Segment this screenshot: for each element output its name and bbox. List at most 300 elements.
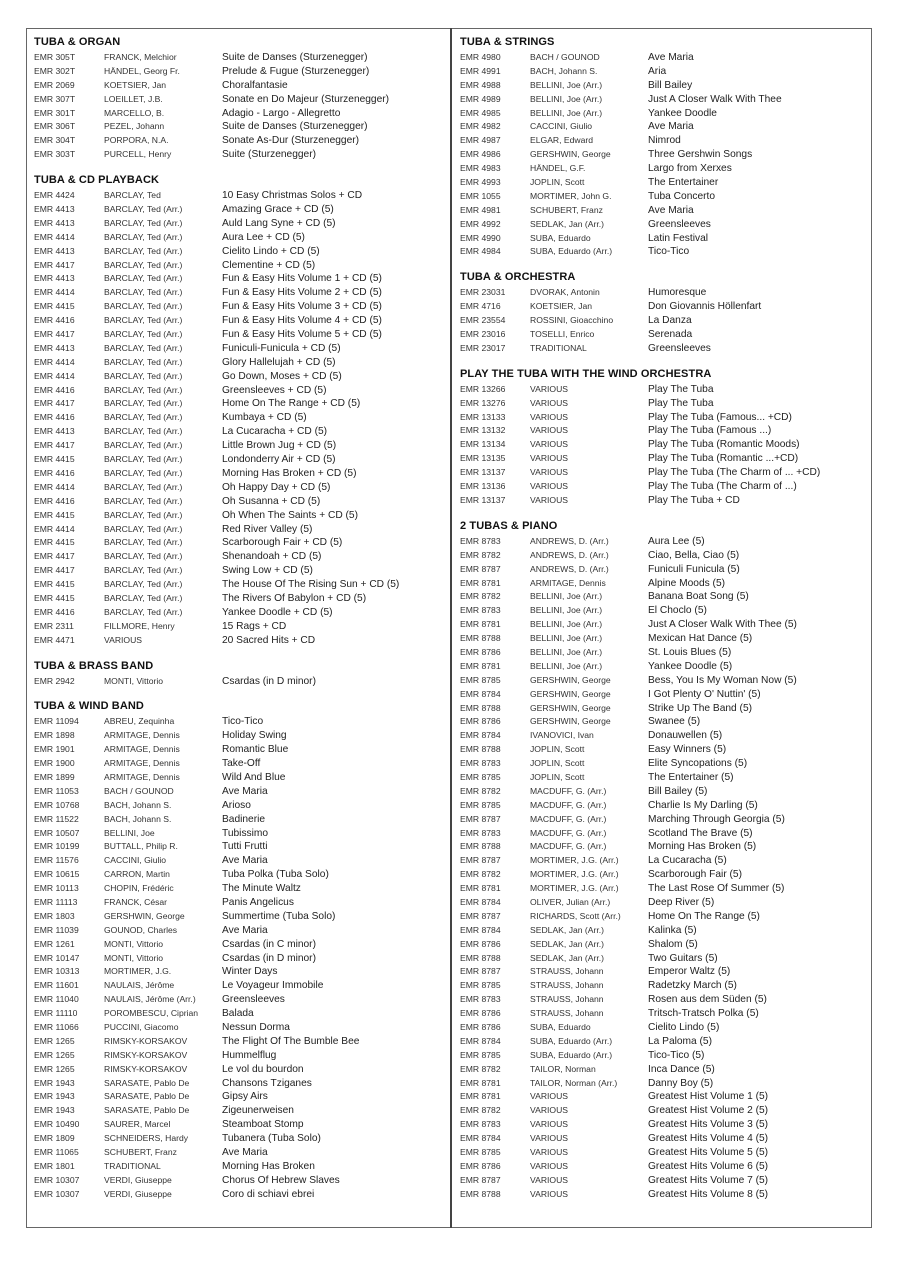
work-title: Tuba Concerto	[648, 190, 716, 202]
catalog-entry	[34, 300, 444, 314]
catalog-entry	[460, 688, 870, 702]
composer-name: BELLINI, Joe (Arr.)	[530, 633, 603, 644]
catalog-number: EMR 8783	[460, 1119, 501, 1130]
work-title: Easy Winners (5)	[648, 744, 727, 756]
catalog-entry	[34, 203, 444, 217]
work-title: Greatest Hist Volume 2 (5)	[648, 1105, 769, 1117]
work-title: Morning Has Broken (5)	[648, 841, 757, 853]
work-title: Just A Closer Walk With Thee (5)	[648, 619, 797, 631]
catalog-number: EMR 23017	[460, 342, 506, 353]
work-title: The Last Rose Of Summer (5)	[648, 883, 785, 895]
catalog-entry	[460, 120, 870, 134]
catalog-number: EMR 4413	[34, 245, 75, 256]
catalog-number: EMR 1899	[34, 771, 75, 782]
work-title: Cielito Lindo (5)	[648, 1022, 720, 1033]
catalog-entry	[34, 536, 444, 550]
work-title: Scarborough Fair + CD (5)	[222, 537, 343, 549]
work-title: Ave Maria	[222, 855, 268, 867]
composer-name: KOETSIER, Jan	[530, 301, 593, 312]
work-title: Holiday Swing	[222, 730, 287, 742]
section-title: PLAY THE TUBA WITH THE WIND ORCHESTRA	[460, 367, 712, 380]
composer-name: ARMITAGE, Dennis	[104, 771, 180, 782]
catalog-entry	[34, 134, 444, 148]
catalog-number: EMR 10199	[34, 841, 80, 852]
work-title: Tico-Tico (5)	[648, 1049, 705, 1061]
catalog-entry	[34, 51, 444, 65]
catalog-entry	[34, 107, 444, 121]
catalog-number: EMR 4413	[34, 426, 75, 437]
catalog-number: EMR 8787	[460, 1174, 501, 1185]
catalog-number: EMR 302T	[34, 65, 76, 76]
catalog-number: EMR 4413	[34, 204, 75, 215]
catalog-number: EMR 11039	[34, 924, 79, 935]
work-title: El Choclo (5)	[648, 605, 707, 617]
work-title: Ciao, Bella, Ciao (5)	[648, 549, 740, 561]
catalog-entry	[34, 1104, 444, 1118]
composer-name: VARIOUS	[530, 411, 569, 422]
work-title: Inca Dance (5)	[648, 1063, 715, 1075]
composer-name: FRANCK, Melchior	[104, 52, 177, 62]
composer-name: MARCELLO, B.	[104, 107, 165, 118]
composer-name: DVORAK, Antonin	[530, 287, 600, 298]
composer-name: ROSSINI, Gioacchino	[530, 315, 614, 326]
work-title: Swanee (5)	[648, 716, 701, 728]
work-title: Prelude & Fugue (Sturzenegger)	[222, 65, 370, 77]
catalog-entry	[460, 494, 870, 508]
catalog-entry	[460, 715, 870, 729]
composer-name: JOPLIN, Scott	[530, 177, 585, 188]
catalog-number: EMR 8785	[460, 771, 501, 782]
work-title: Le Voyageur Immobile	[222, 980, 324, 992]
work-title: Greatest Hits Volume 8 (5)	[648, 1188, 769, 1200]
catalog-number: EMR 4417	[34, 565, 75, 576]
work-title: Play The Tuba	[648, 397, 714, 409]
composer-name: MONTI, Vittorio	[104, 952, 164, 963]
composer-name: SEDLAK, Jan (Arr.)	[530, 924, 605, 935]
catalog-entry	[460, 314, 870, 328]
composer-name: VARIOUS	[530, 1147, 569, 1158]
composer-name: VARIOUS	[530, 1174, 569, 1185]
catalog-number: EMR 13132	[460, 425, 506, 436]
work-title: Rosen aus dem Süden (5)	[648, 994, 767, 1006]
work-title: Bess, You Is My Woman Now (5)	[648, 674, 797, 686]
catalog-entry	[460, 702, 870, 716]
composer-name: BARCLAY, Ted (Arr.)	[104, 467, 183, 478]
catalog-entry	[34, 425, 444, 439]
catalog-number: EMR 4416	[34, 467, 75, 478]
work-title: Just A Closer Walk With Thee	[648, 93, 782, 105]
catalog-number: EMR 11065	[34, 1147, 79, 1158]
catalog-number: EMR 4414	[34, 231, 75, 242]
work-title: Deep River (5)	[648, 896, 715, 908]
work-title: Panis Angelicus	[222, 896, 294, 908]
work-title: Sonate As-Dur (Sturzenegger)	[222, 135, 360, 147]
section-title: TUBA & ORGAN	[34, 36, 121, 48]
work-title: Little Brown Jug + CD (5)	[222, 440, 337, 452]
work-title: 20 Sacred Hits + CD	[222, 634, 316, 646]
work-title: The Entertainer (5)	[648, 771, 734, 783]
work-title: Radetzky March (5)	[648, 980, 737, 992]
catalog-number: EMR 13136	[460, 481, 506, 492]
work-title: Play The Tuba (Famous... +CD)	[648, 411, 792, 423]
catalog-entry	[34, 771, 444, 785]
catalog-number: EMR 8782	[460, 869, 501, 880]
catalog-entry	[460, 965, 870, 979]
catalog-entry	[34, 1090, 444, 1104]
work-title: Coro di schiavi ebrei	[222, 1188, 315, 1200]
composer-name: VARIOUS	[530, 1133, 569, 1144]
catalog-number: EMR 4980	[460, 52, 501, 62]
work-title: Ave Maria	[222, 1147, 268, 1159]
work-title: Ave Maria	[222, 785, 268, 797]
composer-name: VARIOUS	[530, 425, 569, 436]
work-title: Cielito Lindo + CD (5)	[222, 245, 320, 257]
work-title: Badinerie	[222, 813, 266, 825]
work-title: Zigeunerweisen	[222, 1105, 294, 1117]
composer-name: VARIOUS	[530, 1188, 569, 1199]
catalog-entry	[460, 535, 870, 549]
catalog-number: EMR 1900	[34, 758, 75, 769]
catalog-entry	[460, 827, 870, 841]
work-title: Go Down, Moses + CD (5)	[222, 370, 342, 382]
catalog-number: EMR 13137	[460, 494, 506, 505]
catalog-entry	[460, 674, 870, 688]
catalog-number: EMR 4413	[34, 273, 75, 284]
composer-name: NAULAIS, Jérôme (Arr.)	[104, 994, 196, 1005]
composer-name: HÄNDEL, Georg Fr.	[104, 65, 180, 76]
catalog-section	[460, 518, 870, 1202]
catalog-entry	[460, 1063, 870, 1077]
catalog-entry	[460, 938, 870, 952]
composer-name: BARCLAY, Ted (Arr.)	[104, 356, 183, 367]
catalog-entry	[460, 577, 870, 591]
composer-name: VARIOUS	[530, 1119, 569, 1130]
catalog-number: EMR 23016	[460, 329, 506, 340]
composer-name: SEDLAK, Jan (Arr.)	[530, 938, 605, 949]
composer-name: BARCLAY, Ted (Arr.)	[104, 315, 183, 326]
composer-name: PUCCINI, Giacomo	[104, 1022, 179, 1032]
catalog-number: EMR 8785	[460, 674, 501, 685]
work-title: St. Louis Blues (5)	[648, 646, 732, 658]
composer-name: BACH / GOUNOD	[530, 52, 600, 62]
composer-name: BACH / GOUNOD	[104, 785, 174, 796]
catalog-entry	[460, 190, 870, 204]
composer-name: VERDI, Giuseppe	[104, 1174, 172, 1185]
composer-name: MACDUFF, G. (Arr.)	[530, 827, 607, 838]
catalog-number: EMR 4989	[460, 93, 501, 104]
catalog-entry	[34, 715, 444, 729]
catalog-entry	[460, 799, 870, 813]
composer-name: MORTIMER, John G.	[530, 190, 612, 201]
catalog-entry	[460, 840, 870, 854]
composer-name: BARCLAY, Ted (Arr.)	[104, 370, 183, 381]
composer-name: ANDREWS, D. (Arr.)	[530, 563, 609, 574]
catalog-entry	[34, 314, 444, 328]
catalog-entry	[460, 424, 870, 438]
catalog-number: EMR 4417	[34, 259, 75, 270]
composer-name: TRADITIONAL	[530, 342, 587, 353]
composer-name: VARIOUS	[530, 494, 569, 505]
work-title: Swing Low + CD (5)	[222, 565, 313, 577]
composer-name: BARCLAY, Ted (Arr.)	[104, 384, 183, 395]
work-title: Two Guitars (5)	[648, 952, 718, 964]
composer-name: SCHUBERT, Franz	[530, 204, 603, 215]
catalog-number: EMR 4413	[34, 217, 75, 228]
catalog-number: EMR 304T	[34, 135, 76, 146]
composer-name: BARCLAY, Ted (Arr.)	[104, 259, 183, 270]
work-title: Morning Has Broken + CD (5)	[222, 467, 357, 479]
catalog-number: EMR 11601	[34, 980, 79, 991]
catalog-number: EMR 8782	[460, 1105, 501, 1116]
catalog-number: EMR 8783	[460, 827, 501, 838]
catalog-number: EMR 8785	[460, 1147, 501, 1158]
composer-name: GERSHWIN, George	[530, 674, 611, 685]
composer-name: VARIOUS	[530, 1160, 569, 1171]
catalog-number: EMR 4417	[34, 440, 75, 451]
catalog-entry	[460, 438, 870, 452]
composer-name: OLIVER, Julian (Arr.)	[530, 896, 611, 907]
catalog-number: EMR 8784	[460, 730, 501, 741]
catalog-entry	[34, 979, 444, 993]
catalog-number: EMR 8787	[460, 966, 501, 977]
section-title: TUBA & ORCHESTRA	[460, 271, 576, 284]
composer-name: VARIOUS	[530, 453, 569, 464]
catalog-number: EMR 1801	[34, 1160, 75, 1171]
catalog-entry	[34, 439, 444, 453]
catalog-number: EMR 4415	[34, 454, 75, 465]
work-title: Alpine Moods (5)	[648, 577, 726, 589]
composer-name: GERSHWIN, George	[530, 149, 611, 160]
composer-name: BARCLAY, Ted (Arr.)	[104, 231, 183, 242]
catalog-entry	[34, 1188, 444, 1202]
work-title: Bill Bailey (5)	[648, 785, 708, 797]
catalog-number: EMR 10615	[34, 869, 80, 880]
catalog-number: EMR 8781	[460, 660, 501, 671]
work-title: Play The Tuba (The Charm of ... +CD)	[648, 467, 821, 479]
composer-name: BARCLAY, Ted (Arr.)	[104, 579, 183, 590]
work-title: Fun & Easy Hits Volume 3 + CD (5)	[222, 301, 382, 313]
catalog-entry	[460, 563, 870, 577]
catalog-number: EMR 4414	[34, 356, 75, 367]
work-title: Home On The Range (5)	[648, 910, 760, 922]
work-title: Tico-Tico	[222, 716, 264, 728]
composer-name: SEDLAK, Jan (Arr.)	[530, 218, 605, 229]
work-title: Wild And Blue	[222, 771, 286, 783]
catalog-number: EMR 2311	[34, 620, 74, 631]
composer-name: VARIOUS	[530, 397, 569, 408]
catalog-entry	[460, 729, 870, 743]
composer-name: CACCINI, Giulio	[104, 855, 167, 866]
catalog-number: EMR 4415	[34, 537, 75, 548]
catalog-entry	[460, 618, 870, 632]
catalog-number: EMR 4416	[34, 495, 75, 506]
catalog-entry	[34, 840, 444, 854]
catalog-number: EMR 11522	[34, 813, 79, 824]
catalog-entry	[34, 882, 444, 896]
work-title: Tuba Polka (Tuba Solo)	[222, 869, 329, 881]
work-title: Tutti Frutti	[222, 841, 268, 853]
catalog-entry	[460, 854, 870, 868]
work-title: Csardas (in C minor)	[222, 938, 316, 950]
catalog-number: EMR 8782	[460, 549, 501, 560]
composer-name: SAURER, Marcel	[104, 1119, 171, 1130]
catalog-number: EMR 1943	[34, 1077, 75, 1088]
catalog-section	[460, 34, 870, 259]
catalog-entry	[460, 342, 870, 356]
catalog-number: EMR 8781	[460, 577, 501, 588]
composer-name: CACCINI, Giulio	[530, 121, 593, 132]
composer-name: FILLMORE, Henry	[104, 620, 175, 631]
work-title: Sonate en Do Majeur (Sturzenegger)	[222, 93, 390, 105]
composer-name: STRAUSS, Johann	[530, 994, 604, 1005]
work-title: Danny Boy (5)	[648, 1077, 714, 1089]
composer-name: BARCLAY, Ted (Arr.)	[104, 398, 183, 409]
work-title: Nimrod	[648, 135, 681, 147]
composer-name: IVANOVICI, Ivan	[530, 730, 594, 741]
work-title: Csardas (in D minor)	[222, 675, 316, 687]
composer-name: BARCLAY, Ted (Arr.)	[104, 412, 183, 423]
catalog-number: EMR 11040	[34, 994, 79, 1005]
catalog-entry	[34, 231, 444, 245]
composer-name: MORTIMER, J.G.	[104, 966, 172, 977]
composer-name: ABREU, Zequinha	[104, 716, 175, 727]
work-title: Play The Tuba (The Charm of ...)	[648, 481, 797, 493]
catalog-entry	[34, 1077, 444, 1091]
catalog-entry	[34, 896, 444, 910]
section-title: TUBA & BRASS BAND	[34, 659, 154, 672]
catalog-entry	[460, 660, 870, 674]
catalog-entry	[34, 272, 444, 286]
work-title: Greatest Hits Volume 6 (5)	[648, 1160, 769, 1172]
work-title: Charlie Is My Darling (5)	[648, 799, 758, 811]
catalog-number: EMR 4990	[460, 232, 501, 243]
catalog-number: EMR 8784	[460, 896, 501, 907]
work-title: Scotland The Brave (5)	[648, 827, 753, 839]
work-title: Aura Lee (5)	[648, 535, 705, 547]
catalog-number: EMR 23554	[460, 315, 506, 326]
catalog-number: EMR 1943	[34, 1105, 75, 1116]
catalog-entry	[460, 882, 870, 896]
work-title: Shalom (5)	[648, 938, 698, 950]
catalog-section	[460, 269, 870, 355]
catalog-entry	[34, 328, 444, 342]
composer-name: BARCLAY, Ted (Arr.)	[104, 287, 183, 298]
work-title: Tubissimo	[222, 827, 269, 839]
catalog-number: EMR 303T	[34, 149, 76, 160]
work-title: Tico-Tico	[648, 246, 690, 258]
composer-name: FRANCK, César	[104, 896, 168, 907]
composer-name: BELLINI, Joe (Arr.)	[530, 619, 603, 630]
work-title: La Cucaracha + CD (5)	[222, 426, 328, 438]
composer-name: SARASATE, Pablo De	[104, 1105, 190, 1116]
catalog-entry	[34, 120, 444, 134]
catalog-number: EMR 8781	[460, 883, 501, 894]
composer-name: BARCLAY, Ted (Arr.)	[104, 342, 183, 353]
work-title: Greensleeves	[222, 994, 285, 1006]
work-title: Ave Maria	[648, 121, 694, 133]
catalog-entry	[34, 1021, 444, 1035]
catalog-number: EMR 8788	[460, 841, 501, 852]
catalog-entry	[460, 328, 870, 342]
composer-name: KOETSIER, Jan	[104, 79, 167, 90]
composer-name: SEDLAK, Jan (Arr.)	[530, 952, 605, 963]
composer-name: ANDREWS, D. (Arr.)	[530, 535, 609, 546]
composer-name: BARCLAY, Ted (Arr.)	[104, 551, 183, 562]
catalog-entry	[460, 107, 870, 121]
catalog-number: EMR 1901	[34, 744, 75, 755]
catalog-entry	[460, 771, 870, 785]
catalog-entry	[34, 868, 444, 882]
catalog-entry	[34, 993, 444, 1007]
catalog-section	[34, 172, 444, 647]
work-title: Play The Tuba (Famous ...)	[648, 425, 772, 437]
composer-name: POROMBESCU, Ciprian	[104, 1008, 199, 1019]
composer-name: GOUNOD, Charles	[104, 924, 178, 935]
work-title: Largo from Xerxes	[648, 163, 732, 175]
catalog-entry	[34, 481, 444, 495]
composer-name: BELLINI, Joe (Arr.)	[530, 79, 603, 90]
work-title: Play The Tuba (Romantic Moods)	[648, 439, 800, 451]
work-title: I Got Plenty O' Nuttin' (5)	[648, 688, 761, 700]
composer-name: GERSHWIN, George	[530, 688, 611, 699]
catalog-entry	[34, 827, 444, 841]
composer-name: SUBA, Eduardo (Arr.)	[530, 1035, 613, 1046]
catalog-number: EMR 23031	[460, 287, 506, 298]
catalog-entry	[460, 785, 870, 799]
composer-name: BACH, Johann S.	[104, 813, 172, 824]
composer-name: CHOPIN, Frédéric	[104, 883, 174, 894]
catalog-number: EMR 2069	[34, 79, 75, 90]
work-title: Adagio - Largo - Allegretto	[222, 107, 341, 119]
catalog-section	[460, 366, 870, 508]
work-title: Londonderry Air + CD (5)	[222, 454, 336, 466]
composer-name: MONTI, Vittorio	[104, 938, 164, 949]
catalog-number: EMR 8786	[460, 1008, 501, 1019]
catalog-number: EMR 4986	[460, 149, 501, 160]
catalog-number: EMR 8784	[460, 688, 501, 699]
composer-name: BELLINI, Joe (Arr.)	[530, 646, 603, 657]
catalog-entry	[34, 1063, 444, 1077]
work-title: Suite de Danses (Sturzenegger)	[222, 121, 368, 133]
work-title: Oh When The Saints + CD (5)	[222, 509, 358, 521]
catalog-entry	[460, 1160, 870, 1174]
catalog-number: EMR 4414	[34, 370, 75, 381]
work-title: Yankee Doodle + CD (5)	[222, 606, 333, 618]
work-title: Arioso	[222, 799, 251, 811]
composer-name: SARASATE, Pablo De	[104, 1077, 190, 1088]
catalog-entry	[460, 1118, 870, 1132]
catalog-number: EMR 4416	[34, 384, 75, 395]
work-title: 10 Easy Christmas Solos + CD	[222, 190, 363, 202]
catalog-entry	[460, 300, 870, 314]
section-title: 2 TUBAS & PIANO	[460, 519, 558, 532]
work-title: Steamboat Stomp	[222, 1119, 304, 1131]
catalog-number: EMR 307T	[34, 93, 76, 104]
catalog-section	[34, 698, 444, 1201]
work-title: Take-Off	[222, 758, 261, 770]
catalog-entry	[34, 523, 444, 537]
work-title: Play The Tuba + CD	[648, 494, 740, 506]
left-column	[34, 34, 444, 1212]
composer-name: TRADITIONAL	[104, 1160, 161, 1171]
catalog-number: EMR 11094	[34, 716, 79, 727]
catalog-number: EMR 8781	[460, 619, 501, 630]
catalog-entry	[460, 632, 870, 646]
catalog-entry	[34, 1132, 444, 1146]
catalog-entry	[460, 162, 870, 176]
catalog-entry	[34, 1146, 444, 1160]
catalog-number: EMR 306T	[34, 121, 76, 132]
